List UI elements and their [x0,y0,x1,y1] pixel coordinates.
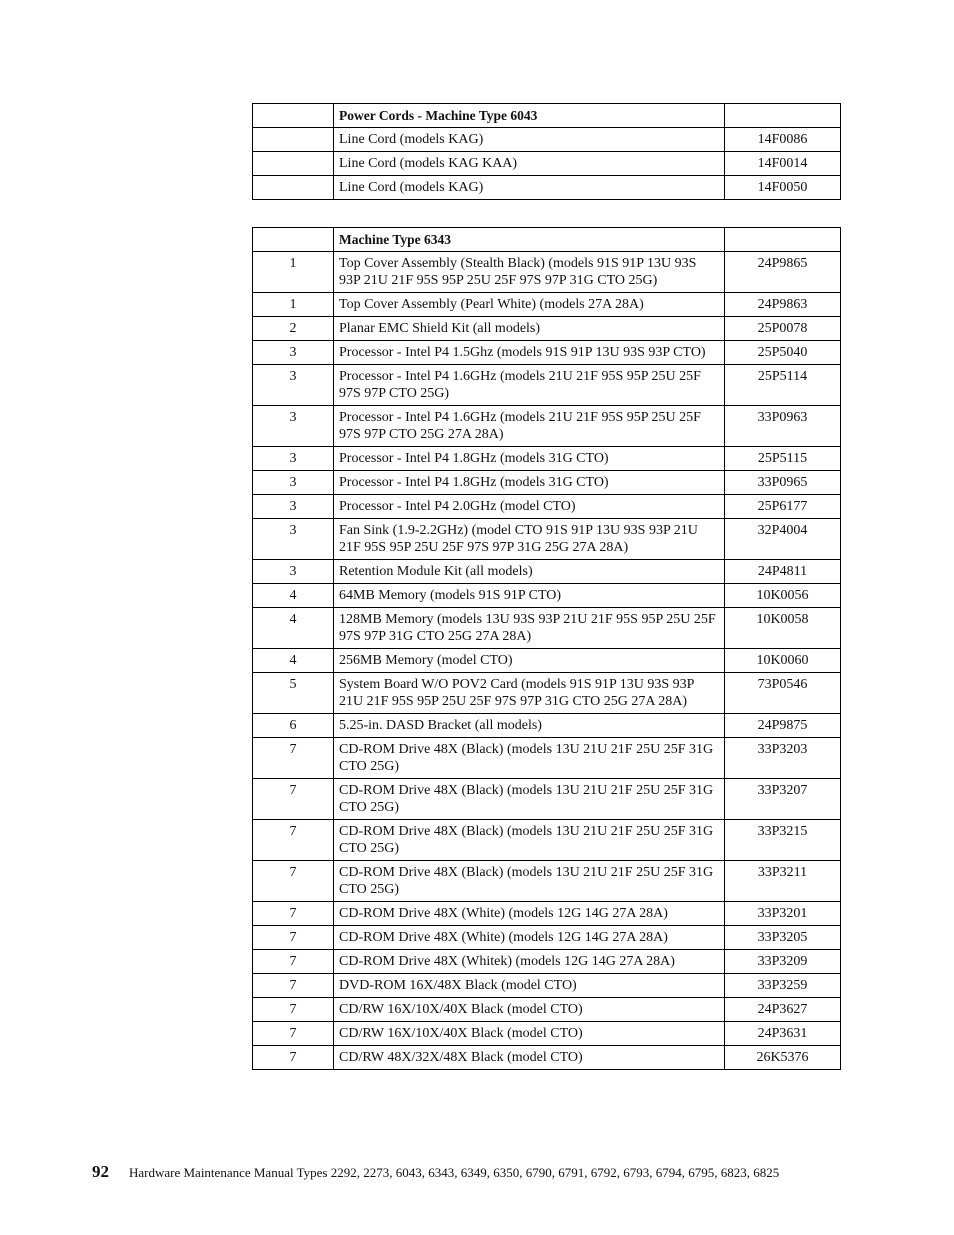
table-row [253,950,841,974]
index-cell: 3 [253,471,334,495]
description-cell: Fan Sink (1.9-2.2GHz) (model CTO 91S 91P 13U 93S 93P 21U 21F 95S 95P 25U 25F 97S 97P 31G 25G 27A 28A) [334,519,725,560]
part-number-cell: 33P0965 [725,471,841,495]
table-row [253,317,841,341]
table-row [253,128,841,152]
index-cell: 7 [253,998,334,1022]
index-cell: 3 [253,406,334,447]
description-cell: Line Cord (models KAG KAA) [334,152,725,176]
table-header-row [253,104,841,128]
table-row [253,252,841,293]
page-footer [92,1162,779,1182]
table-header-row [253,228,841,252]
description-cell: CD-ROM Drive 48X (Black) (models 13U 21U 21F 25U 25F 31G CTO 25G) [334,861,725,902]
part-number-cell: 14F0050 [725,176,841,200]
description-cell: Line Cord (models KAG) [334,176,725,200]
table-row [253,998,841,1022]
index-cell: 5 [253,673,334,714]
table-row [253,365,841,406]
part-number-cell: 33P3211 [725,861,841,902]
table-row [253,608,841,649]
part-number-cell: 25P5040 [725,341,841,365]
table-header: Machine Type 6343 [334,228,725,252]
table-row [253,1022,841,1046]
index-cell [253,152,334,176]
part-number-cell: 26K5376 [725,1046,841,1070]
index-cell: 7 [253,779,334,820]
table-row [253,176,841,200]
page-number: 92 [92,1162,109,1181]
index-cell: 1 [253,252,334,293]
description-cell: Top Cover Assembly (Stealth Black) (models 91S 91P 13U 93S 93P 21U 21F 95S 95P 25U 25F 97S 97P 31G CTO 25G) [334,252,725,293]
description-cell: CD-ROM Drive 48X (Black) (models 13U 21U 21F 25U 25F 31G CTO 25G) [334,779,725,820]
index-cell: 7 [253,861,334,902]
power-cords-table [252,103,841,200]
table-row [253,926,841,950]
index-cell: 7 [253,1022,334,1046]
description-cell: 64MB Memory (models 91S 91P CTO) [334,584,725,608]
table-row [253,406,841,447]
part-number-cell: 24P9863 [725,293,841,317]
part-number-cell: 25P0078 [725,317,841,341]
part-number-cell: 24P3627 [725,998,841,1022]
index-cell: 1 [253,293,334,317]
part-number-cell: 24P3631 [725,1022,841,1046]
part-number-cell: 33P3205 [725,926,841,950]
header-part-cell [725,228,841,252]
part-number-cell: 33P3201 [725,902,841,926]
index-cell: 3 [253,447,334,471]
description-cell: CD/RW 48X/32X/48X Black (model CTO) [334,1046,725,1070]
index-cell [253,176,334,200]
part-number-cell: 24P9865 [725,252,841,293]
table-row [253,584,841,608]
part-number-cell: 32P4004 [725,519,841,560]
description-cell: CD-ROM Drive 48X (White) (models 12G 14G 27A 28A) [334,902,725,926]
description-cell: CD-ROM Drive 48X (Whitek) (models 12G 14G 27A 28A) [334,950,725,974]
table-row [253,861,841,902]
index-cell: 7 [253,974,334,998]
index-cell: 3 [253,519,334,560]
description-cell: 256MB Memory (model CTO) [334,649,725,673]
table-row [253,519,841,560]
description-cell: Processor - Intel P4 2.0GHz (model CTO) [334,495,725,519]
part-number-cell: 25P5115 [725,447,841,471]
table-row [253,293,841,317]
table-row [253,495,841,519]
description-cell: Retention Module Kit (all models) [334,560,725,584]
index-cell: 7 [253,1046,334,1070]
machine-type-table [252,227,841,1070]
table-row [253,673,841,714]
part-number-cell: 14F0014 [725,152,841,176]
description-cell: Processor - Intel P4 1.8GHz (models 31G CTO) [334,447,725,471]
index-cell: 4 [253,649,334,673]
part-number-cell: 25P6177 [725,495,841,519]
header-part-cell [725,104,841,128]
index-cell: 6 [253,714,334,738]
description-cell: Processor - Intel P4 1.5Ghz (models 91S 91P 13U 93S 93P CTO) [334,341,725,365]
table-row [253,714,841,738]
part-number-cell: 33P3203 [725,738,841,779]
part-number-cell: 24P4811 [725,560,841,584]
header-index-cell [253,228,334,252]
footer-title: Hardware Maintenance Manual Types 2292, 2273, 6043, 6343, 6349, 6350, 6790, 6791, 6792, 6793, 6794, 6795, 6823, 6825 [129,1165,780,1180]
index-cell: 4 [253,608,334,649]
part-number-cell: 33P3207 [725,779,841,820]
part-number-cell: 33P3215 [725,820,841,861]
description-cell: CD/RW 16X/10X/40X Black (model CTO) [334,1022,725,1046]
description-cell: Planar EMC Shield Kit (all models) [334,317,725,341]
description-cell: Top Cover Assembly (Pearl White) (models 27A 28A) [334,293,725,317]
part-number-cell: 24P9875 [725,714,841,738]
part-number-cell: 33P3209 [725,950,841,974]
description-cell: 5.25-in. DASD Bracket (all models) [334,714,725,738]
index-cell: 3 [253,560,334,584]
description-cell: DVD-ROM 16X/48X Black (model CTO) [334,974,725,998]
index-cell: 7 [253,926,334,950]
description-cell: 128MB Memory (models 13U 93S 93P 21U 21F 95S 95P 25U 25F 97S 97P 31G CTO 25G 27A 28A) [334,608,725,649]
index-cell: 3 [253,365,334,406]
description-cell: CD-ROM Drive 48X (White) (models 12G 14G 27A 28A) [334,926,725,950]
index-cell: 3 [253,341,334,365]
part-number-cell: 33P0963 [725,406,841,447]
table-header: Power Cords - Machine Type 6043 [334,104,725,128]
index-cell: 7 [253,902,334,926]
description-cell: Processor - Intel P4 1.6GHz (models 21U 21F 95S 95P 25U 25F 97S 97P CTO 25G) [334,365,725,406]
table-row [253,471,841,495]
table-row [253,1046,841,1070]
index-cell: 2 [253,317,334,341]
table-row [253,779,841,820]
part-number-cell: 10K0058 [725,608,841,649]
part-number-cell: 25P5114 [725,365,841,406]
table-row [253,341,841,365]
table-row [253,738,841,779]
table-row [253,152,841,176]
part-number-cell: 33P3259 [725,974,841,998]
description-cell: System Board W/O POV2 Card (models 91S 91P 13U 93S 93P 21U 21F 95S 95P 25U 25F 97S 97P 31G CTO 25G 27A 28A) [334,673,725,714]
index-cell: 4 [253,584,334,608]
index-cell: 7 [253,738,334,779]
description-cell: CD/RW 16X/10X/40X Black (model CTO) [334,998,725,1022]
part-number-cell: 10K0060 [725,649,841,673]
table-row [253,902,841,926]
index-cell: 3 [253,495,334,519]
part-number-cell: 73P0546 [725,673,841,714]
index-cell: 7 [253,950,334,974]
part-number-cell: 10K0056 [725,584,841,608]
table-row [253,560,841,584]
table-row [253,447,841,471]
index-cell: 7 [253,820,334,861]
table-row [253,820,841,861]
description-cell: CD-ROM Drive 48X (Black) (models 13U 21U 21F 25U 25F 31G CTO 25G) [334,738,725,779]
table-row [253,974,841,998]
description-cell: Line Cord (models KAG) [334,128,725,152]
table-row [253,649,841,673]
part-number-cell: 14F0086 [725,128,841,152]
description-cell: CD-ROM Drive 48X (Black) (models 13U 21U 21F 25U 25F 31G CTO 25G) [334,820,725,861]
header-index-cell [253,104,334,128]
description-cell: Processor - Intel P4 1.8GHz (models 31G CTO) [334,471,725,495]
index-cell [253,128,334,152]
description-cell: Processor - Intel P4 1.6GHz (models 21U 21F 95S 95P 25U 25F 97S 97P CTO 25G 27A 28A) [334,406,725,447]
